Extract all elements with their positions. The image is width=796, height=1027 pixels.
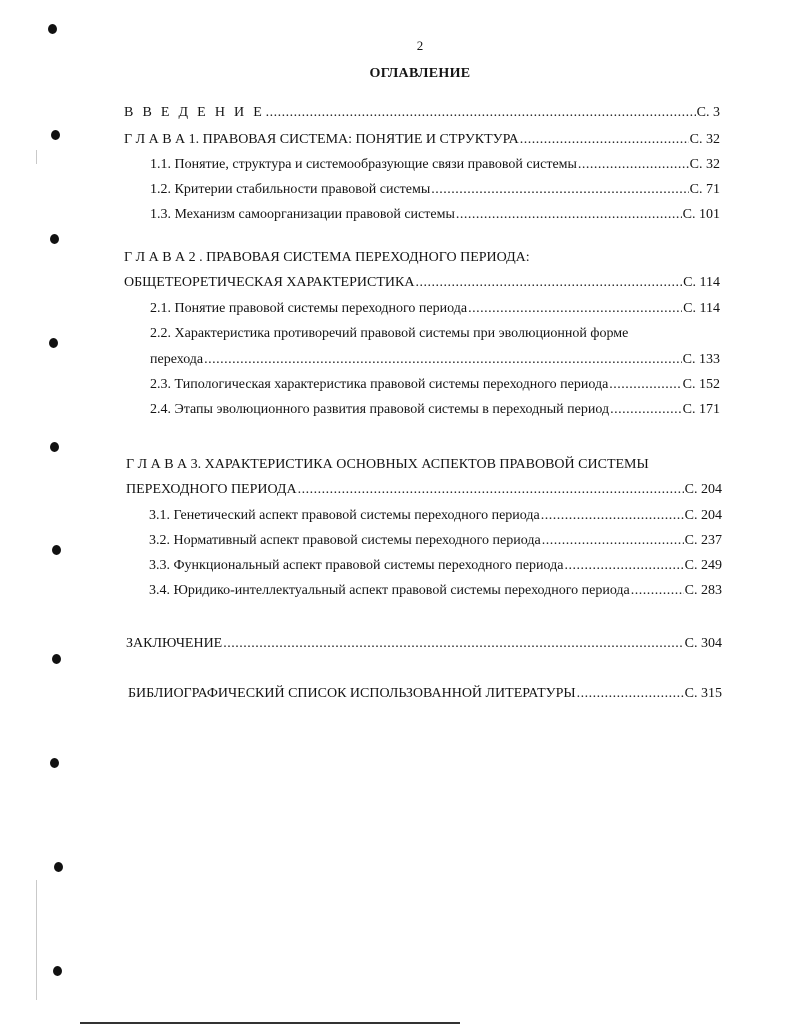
toc-entry-chapter-2[interactable] (124, 274, 720, 292)
dot-leader (415, 274, 682, 292)
toc-entry-label: 2.3. Типологическая характеристика правовой системы переходного периода (150, 377, 609, 392)
punch-hole (51, 130, 60, 140)
toc-entry-label: ЗАКЛЮЧЕНИЕ (126, 636, 223, 651)
toc-entry-section[interactable] (150, 206, 720, 224)
punch-hole (50, 234, 59, 244)
punch-hole (48, 24, 57, 34)
toc-entry-page: С. 249 (684, 558, 722, 573)
toc-entry-label: ОБЩЕТЕОРЕТИЧЕСКАЯ ХАРАКТЕРИСТИКА (124, 275, 415, 290)
toc-entry-page: С. 3 (696, 105, 720, 120)
toc-entry-page: С. 283 (684, 583, 722, 598)
toc-entry-section[interactable] (150, 300, 720, 318)
toc-entry-label: 3.1. Генетический аспект правовой системы переходного периода (149, 508, 540, 523)
toc-entry-chapter-3[interactable] (126, 481, 722, 499)
dot-leader (431, 181, 688, 199)
dot-leader (456, 206, 682, 224)
toc-entry-page: С. 133 (682, 352, 720, 367)
punch-hole (50, 442, 59, 452)
dot-leader (204, 351, 682, 369)
toc-entry-section[interactable] (149, 507, 722, 525)
toc-entry-page: С. 32 (689, 157, 720, 172)
toc-entry-section[interactable] (149, 532, 722, 550)
punch-hole (54, 862, 63, 872)
dot-leader (564, 557, 683, 575)
toc-entry-page: С. 101 (682, 207, 720, 222)
toc-entry-section-line1[interactable]: 2.2. Характеристика противоречий правовой системы при эволюционной форме (150, 326, 629, 341)
toc-entry-section[interactable] (150, 376, 720, 394)
dot-leader (610, 401, 682, 419)
toc-entry-section[interactable] (150, 181, 720, 199)
toc-entry-label: 1.3. Механизм самоорганизации правовой системы (150, 207, 455, 222)
punch-hole (53, 966, 62, 976)
punch-hole (52, 545, 61, 555)
toc-entry-label: В В Е Д Е Н И Е (124, 105, 265, 120)
toc-entry-page: С. 32 (689, 132, 720, 147)
toc-entry-section[interactable] (150, 351, 720, 369)
toc-entry-page: С. 204 (684, 482, 722, 497)
dot-leader (577, 685, 684, 703)
page-title: ОГЛАВЛЕНИЕ (369, 66, 471, 81)
toc-entry-label: 1.2. Критерии стабильности правовой системы (150, 182, 431, 197)
dot-leader (520, 131, 689, 149)
scan-artifact (36, 150, 37, 164)
dot-leader (266, 104, 696, 122)
punch-hole (49, 338, 58, 348)
toc-entry-page: С. 237 (684, 533, 722, 548)
dot-leader (578, 156, 689, 174)
toc-entry-section[interactable] (149, 582, 722, 600)
punch-hole (52, 654, 61, 664)
scan-artifact (36, 880, 37, 1000)
dot-leader (223, 635, 683, 653)
toc-entry-intro[interactable] (124, 104, 720, 122)
toc-entry-bibliography[interactable] (128, 685, 722, 703)
dot-leader (541, 507, 684, 525)
dot-leader (298, 481, 684, 499)
toc-entry-label: БИБЛИОГРАФИЧЕСКИЙ СПИСОК ИСПОЛЬЗОВАННОЙ ЛИТЕРАТУРЫ (128, 686, 576, 701)
toc-entry-label: 1.1. Понятие, структура и системообразующие связи правовой системы (150, 157, 577, 172)
toc-entry-label: Г Л А В А 1. ПРАВОВАЯ СИСТЕМА: ПОНЯТИЕ И СТРУКТУРА (124, 132, 519, 147)
toc-entry-section[interactable] (150, 156, 720, 174)
toc-entry-page: С. 114 (683, 275, 720, 290)
dot-leader (609, 376, 681, 394)
toc-entry-conclusion[interactable] (126, 635, 722, 653)
toc-entry-label: 3.3. Функциональный аспект правовой системы переходного периода (149, 558, 564, 573)
toc-entry-chapter-3-line1[interactable]: Г Л А В А 3. ХАРАКТЕРИСТИКА ОСНОВНЫХ АСПЕКТОВ ПРАВОВОЙ СИСТЕМЫ (126, 457, 649, 472)
toc-entry-page: С. 71 (689, 182, 720, 197)
toc-entry-page: С. 315 (684, 686, 722, 701)
toc-entry-label: 2.4. Этапы эволюционного развития правовой системы в переходный период (150, 402, 610, 417)
dot-leader (631, 582, 684, 600)
toc-entry-page: С. 114 (683, 301, 720, 316)
toc-entry-section[interactable] (149, 557, 722, 575)
page-bottom-edge (80, 1022, 460, 1024)
toc-entry-page: С. 171 (682, 402, 720, 417)
toc-entry-label: 3.4. Юридико-интеллектуальный аспект правовой системы переходного периода (149, 583, 630, 598)
toc-entry-chapter-2-line1[interactable]: Г Л А В А 2 . ПРАВОВАЯ СИСТЕМА ПЕРЕХОДНОГО ПЕРИОДА: (124, 250, 530, 265)
punch-hole (50, 758, 59, 768)
toc-entry-page: С. 152 (682, 377, 720, 392)
page-number: 2 (416, 38, 424, 53)
toc-entry-page: С. 204 (684, 508, 722, 523)
toc-entry-label: перехода (150, 352, 204, 367)
toc-entry-label: 3.2. Нормативный аспект правовой системы переходного периода (149, 533, 541, 548)
toc-entry-label: ПЕРЕХОДНОГО ПЕРИОДА (126, 482, 297, 497)
dot-leader (542, 532, 684, 550)
toc-entry-section[interactable] (150, 401, 720, 419)
toc-entry-chapter-1[interactable] (124, 131, 720, 149)
toc-entry-label: 2.1. Понятие правовой системы переходного периода (150, 301, 468, 316)
dot-leader (468, 300, 682, 318)
toc-entry-page: С. 304 (684, 636, 722, 651)
